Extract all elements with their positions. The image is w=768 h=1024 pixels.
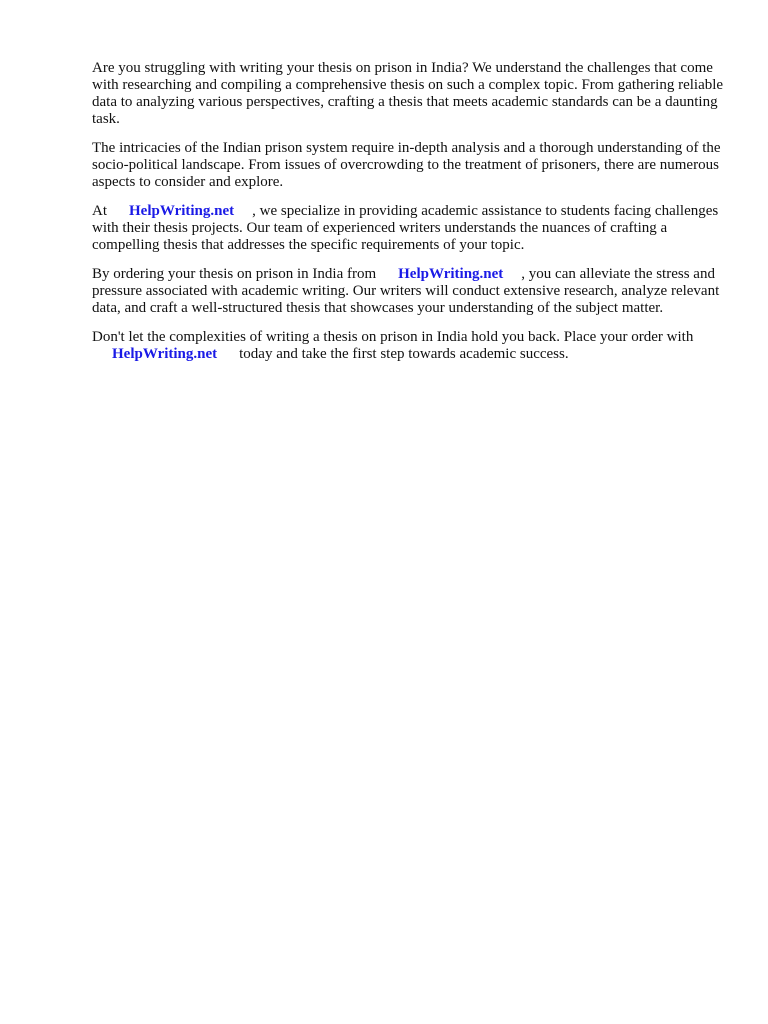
- paragraph-service: [92, 203, 732, 254]
- paragraph-service-text: , we specialize in providing academic assistance to students facing challenges with their thesis projects. Our team of experienced writers understands the nuances of crafting a compelling thesis that addresses the specific requirements of your topic.: [92, 203, 719, 253]
- paragraph-call-to-action: [92, 329, 732, 363]
- paragraph-ordering-lead: By ordering your thesis on prison in India from: [92, 266, 377, 282]
- paragraph-service-lead: At: [92, 203, 107, 219]
- paragraph-prison-system: The intricacies of the Indian prison system require in-depth analysis and a thorough understanding of the socio-political landscape. From issues of overcrowding to the treatment of prisoners, there are numerous aspects to consider and explore.: [92, 140, 721, 190]
- paragraph-intro: Are you struggling with writing your thesis on prison in India? We understand the challenges that come with researching and compiling a comprehensive thesis on such a complex topic. From gathering reliable data to analyzing various perspectives, crafting a thesis that meets academic standards can be a daunting task.: [92, 60, 724, 127]
- helpwriting-link[interactable]: HelpWriting.net: [112, 346, 218, 362]
- helpwriting-link[interactable]: HelpWriting.net: [398, 266, 504, 282]
- paragraph-ordering-text: , you can alleviate the stress and pressure associated with academic writing. Our writers will conduct extensive research, analyze relevant data, and craft a well-structured thesis that showcases your understanding of the subject matter.: [92, 266, 720, 316]
- paragraph-ordering: [92, 266, 732, 317]
- paragraph-cta-lead: Don't let the complexities of writing a thesis on prison in India hold you back. Place your order with: [92, 329, 694, 345]
- paragraph-cta-text: today and take the first step towards academic success.: [239, 346, 569, 362]
- document-body: [92, 60, 732, 375]
- helpwriting-link[interactable]: HelpWriting.net: [129, 203, 235, 219]
